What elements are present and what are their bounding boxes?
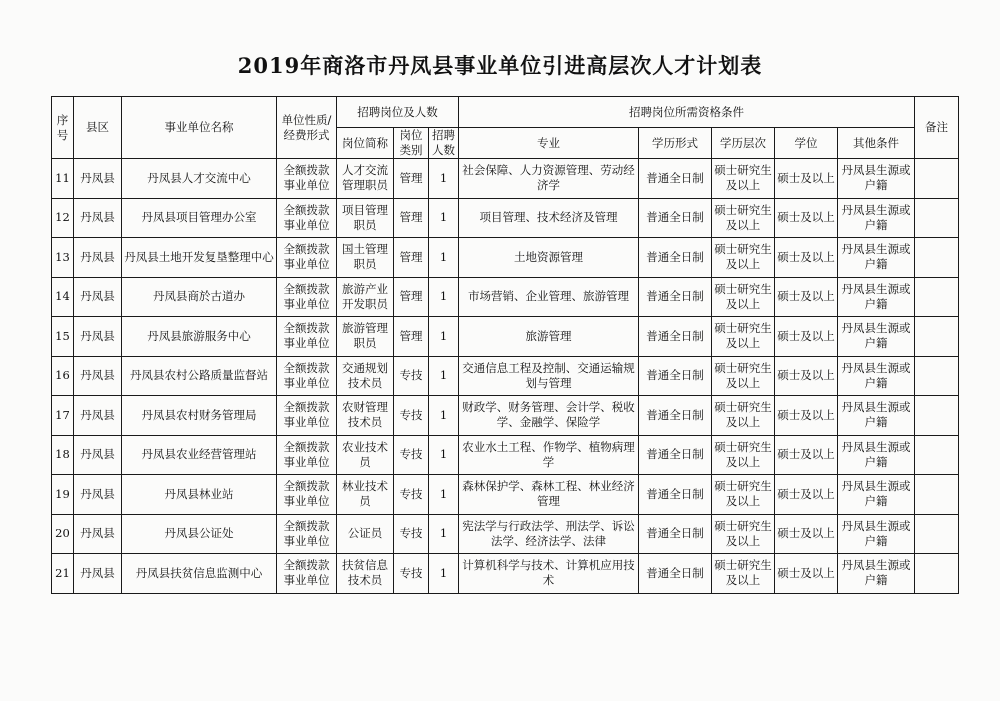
- document-title: 2019年商洛市丹凤县事业单位引进高层次人才计划表: [237, 53, 763, 78]
- cell-county: 丹凤县: [74, 356, 122, 396]
- cell-degree: 硕士及以上: [775, 554, 838, 594]
- cell-degree: 硕士及以上: [775, 238, 838, 278]
- cell-major: 旅游管理: [459, 317, 639, 357]
- cell-position-name: 公证员: [337, 514, 394, 554]
- table-row: [52, 475, 959, 515]
- cell-edu-level: 硕士研究生及以上: [712, 356, 775, 396]
- cell-edu-level: 硕士研究生及以上: [712, 396, 775, 436]
- table-row: [52, 198, 959, 238]
- cell-edu-form: 普通全日制: [639, 159, 712, 199]
- cell-major: 社会保障、人力资源管理、劳动经济学: [459, 159, 639, 199]
- cell-edu-level: 硕士研究生及以上: [712, 475, 775, 515]
- cell-count: 1: [429, 159, 459, 199]
- cell-remarks: [915, 514, 959, 554]
- cell-seq: 13: [52, 238, 74, 278]
- cell-county: 丹凤县: [74, 396, 122, 436]
- cell-unit-nature: 全额拨款事业单位: [277, 198, 337, 238]
- cell-count: 1: [429, 317, 459, 357]
- cell-position-type: 管理: [394, 159, 429, 199]
- cell-position-type: 专技: [394, 356, 429, 396]
- cell-unit-name: 丹凤县扶贫信息监测中心: [122, 554, 277, 594]
- cell-county: 丹凤县: [74, 277, 122, 317]
- header-requirements-group: 招聘岗位所需资格条件: [459, 97, 915, 128]
- cell-count: 1: [429, 277, 459, 317]
- cell-edu-form: 普通全日制: [639, 514, 712, 554]
- cell-position-name: 农业技术员: [337, 435, 394, 475]
- talent-plan-table: [51, 96, 959, 594]
- cell-unit-nature: 全额拨款事业单位: [277, 356, 337, 396]
- cell-seq: 16: [52, 356, 74, 396]
- cell-degree: 硕士及以上: [775, 277, 838, 317]
- header-other: 其他条件: [838, 128, 915, 159]
- cell-position-type: 专技: [394, 475, 429, 515]
- cell-unit-name: 丹凤县农村财务管理局: [122, 396, 277, 436]
- cell-seq: 18: [52, 435, 74, 475]
- cell-unit-name: 丹凤县项目管理办公室: [122, 198, 277, 238]
- cell-county: 丹凤县: [74, 198, 122, 238]
- cell-edu-form: 普通全日制: [639, 317, 712, 357]
- table-row: [52, 238, 959, 278]
- cell-unit-name: 丹凤县农村公路质量监督站: [122, 356, 277, 396]
- cell-count: 1: [429, 396, 459, 436]
- cell-seq: 15: [52, 317, 74, 357]
- cell-unit-nature: 全额拨款事业单位: [277, 475, 337, 515]
- cell-remarks: [915, 396, 959, 436]
- cell-edu-form: 普通全日制: [639, 475, 712, 515]
- cell-remarks: [915, 475, 959, 515]
- cell-degree: 硕士及以上: [775, 475, 838, 515]
- table-row: [52, 435, 959, 475]
- header-degree: 学位: [775, 128, 838, 159]
- cell-position-type: 专技: [394, 514, 429, 554]
- cell-count: 1: [429, 554, 459, 594]
- cell-remarks: [915, 198, 959, 238]
- header-unit-name: 事业单位名称: [122, 97, 277, 159]
- cell-other-conditions: 丹凤县生源或户籍: [838, 159, 915, 199]
- cell-unit-name: 丹凤县土地开发复垦整理中心: [122, 238, 277, 278]
- cell-count: 1: [429, 356, 459, 396]
- header-edu-level: 学历层次: [712, 128, 775, 159]
- cell-major: 宪法学与行政法学、刑法学、诉讼法学、经济法学、法律: [459, 514, 639, 554]
- header-county: 县区: [74, 97, 122, 159]
- cell-position-name: 交通规划技术员: [337, 356, 394, 396]
- cell-count: 1: [429, 475, 459, 515]
- cell-edu-level: 硕士研究生及以上: [712, 198, 775, 238]
- cell-unit-nature: 全额拨款事业单位: [277, 514, 337, 554]
- cell-degree: 硕士及以上: [775, 396, 838, 436]
- cell-unit-name: 丹凤县人才交流中心: [122, 159, 277, 199]
- cell-remarks: [915, 277, 959, 317]
- cell-degree: 硕士及以上: [775, 514, 838, 554]
- cell-edu-form: 普通全日制: [639, 277, 712, 317]
- cell-position-type: 管理: [394, 317, 429, 357]
- cell-edu-level: 硕士研究生及以上: [712, 277, 775, 317]
- table-row: [52, 159, 959, 199]
- cell-unit-nature: 全额拨款事业单位: [277, 277, 337, 317]
- cell-major: 土地资源管理: [459, 238, 639, 278]
- cell-position-name: 旅游管理职员: [337, 317, 394, 357]
- cell-remarks: [915, 554, 959, 594]
- cell-position-name: 项目管理职员: [337, 198, 394, 238]
- cell-remarks: [915, 317, 959, 357]
- cell-major: 森林保护学、森林工程、林业经济管理: [459, 475, 639, 515]
- cell-seq: 17: [52, 396, 74, 436]
- header-edu-form: 学历形式: [639, 128, 712, 159]
- header-major: 专业: [459, 128, 639, 159]
- cell-seq: 14: [52, 277, 74, 317]
- cell-remarks: [915, 435, 959, 475]
- cell-degree: 硕士及以上: [775, 435, 838, 475]
- cell-position-name: 旅游产业开发职员: [337, 277, 394, 317]
- table-row: [52, 396, 959, 436]
- cell-seq: 21: [52, 554, 74, 594]
- table-row: [52, 277, 959, 317]
- cell-degree: 硕士及以上: [775, 356, 838, 396]
- cell-edu-level: 硕士研究生及以上: [712, 317, 775, 357]
- cell-major: 项目管理、技术经济及管理: [459, 198, 639, 238]
- header-unit-nature: 单位性质/经费形式: [277, 97, 337, 159]
- cell-seq: 19: [52, 475, 74, 515]
- cell-position-name: 国土管理职员: [337, 238, 394, 278]
- cell-other-conditions: 丹凤县生源或户籍: [838, 198, 915, 238]
- cell-county: 丹凤县: [74, 159, 122, 199]
- cell-count: 1: [429, 514, 459, 554]
- cell-other-conditions: 丹凤县生源或户籍: [838, 435, 915, 475]
- header-count: 招聘人数: [429, 128, 459, 159]
- cell-edu-form: 普通全日制: [639, 198, 712, 238]
- cell-county: 丹凤县: [74, 238, 122, 278]
- cell-seq: 11: [52, 159, 74, 199]
- table-row: [52, 554, 959, 594]
- cell-count: 1: [429, 238, 459, 278]
- cell-unit-nature: 全额拨款事业单位: [277, 238, 337, 278]
- table-row: [52, 356, 959, 396]
- table-row: [52, 317, 959, 357]
- cell-other-conditions: 丹凤县生源或户籍: [838, 317, 915, 357]
- cell-position-type: 专技: [394, 554, 429, 594]
- cell-county: 丹凤县: [74, 317, 122, 357]
- cell-county: 丹凤县: [74, 435, 122, 475]
- table-row: [52, 514, 959, 554]
- cell-position-type: 专技: [394, 435, 429, 475]
- cell-position-type: 专技: [394, 396, 429, 436]
- cell-other-conditions: 丹凤县生源或户籍: [838, 277, 915, 317]
- cell-seq: 12: [52, 198, 74, 238]
- cell-position-type: 管理: [394, 277, 429, 317]
- cell-position-name: 人才交流管理职员: [337, 159, 394, 199]
- cell-edu-form: 普通全日制: [639, 356, 712, 396]
- cell-degree: 硕士及以上: [775, 159, 838, 199]
- cell-major: 农业水土工程、作物学、植物病理学: [459, 435, 639, 475]
- cell-other-conditions: 丹凤县生源或户籍: [838, 514, 915, 554]
- cell-edu-level: 硕士研究生及以上: [712, 514, 775, 554]
- cell-edu-level: 硕士研究生及以上: [712, 554, 775, 594]
- cell-edu-form: 普通全日制: [639, 435, 712, 475]
- cell-degree: 硕士及以上: [775, 198, 838, 238]
- cell-unit-nature: 全额拨款事业单位: [277, 554, 337, 594]
- cell-unit-name: 丹凤县农业经营管理站: [122, 435, 277, 475]
- cell-edu-form: 普通全日制: [639, 554, 712, 594]
- cell-unit-name: 丹凤县公证处: [122, 514, 277, 554]
- cell-seq: 20: [52, 514, 74, 554]
- cell-unit-name: 丹凤县商於古道办: [122, 277, 277, 317]
- cell-other-conditions: 丹凤县生源或户籍: [838, 554, 915, 594]
- cell-county: 丹凤县: [74, 514, 122, 554]
- header-position-name: 岗位简称: [337, 128, 394, 159]
- cell-position-name: 扶贫信息技术员: [337, 554, 394, 594]
- cell-unit-nature: 全额拨款事业单位: [277, 396, 337, 436]
- table-body: [52, 159, 959, 594]
- cell-edu-form: 普通全日制: [639, 238, 712, 278]
- cell-major: 计算机科学与技术、计算机应用技术: [459, 554, 639, 594]
- header-seq: 序号: [52, 97, 74, 159]
- cell-unit-nature: 全额拨款事业单位: [277, 317, 337, 357]
- cell-position-name: 林业技术员: [337, 475, 394, 515]
- cell-count: 1: [429, 435, 459, 475]
- header-positions-group: 招聘岗位及人数: [337, 97, 459, 128]
- cell-county: 丹凤县: [74, 475, 122, 515]
- cell-unit-name: 丹凤县林业站: [122, 475, 277, 515]
- cell-edu-level: 硕士研究生及以上: [712, 238, 775, 278]
- cell-unit-nature: 全额拨款事业单位: [277, 159, 337, 199]
- cell-major: 财政学、财务管理、会计学、税收学、金融学、保险学: [459, 396, 639, 436]
- cell-degree: 硕士及以上: [775, 317, 838, 357]
- cell-position-type: 管理: [394, 198, 429, 238]
- cell-edu-form: 普通全日制: [639, 396, 712, 436]
- cell-edu-level: 硕士研究生及以上: [712, 435, 775, 475]
- cell-county: 丹凤县: [74, 554, 122, 594]
- header-position-type: 岗位类别: [394, 128, 429, 159]
- cell-position-type: 管理: [394, 238, 429, 278]
- cell-other-conditions: 丹凤县生源或户籍: [838, 475, 915, 515]
- cell-remarks: [915, 159, 959, 199]
- cell-unit-nature: 全额拨款事业单位: [277, 435, 337, 475]
- cell-other-conditions: 丹凤县生源或户籍: [838, 238, 915, 278]
- header-remarks: 备注: [915, 97, 959, 159]
- cell-other-conditions: 丹凤县生源或户籍: [838, 356, 915, 396]
- cell-major: 交通信息工程及控制、交通运输规划与管理: [459, 356, 639, 396]
- cell-position-name: 农财管理技术员: [337, 396, 394, 436]
- cell-count: 1: [429, 198, 459, 238]
- cell-major: 市场营销、企业管理、旅游管理: [459, 277, 639, 317]
- cell-unit-name: 丹凤县旅游服务中心: [122, 317, 277, 357]
- cell-remarks: [915, 238, 959, 278]
- table-header: [52, 97, 959, 159]
- cell-edu-level: 硕士研究生及以上: [712, 159, 775, 199]
- cell-other-conditions: 丹凤县生源或户籍: [838, 396, 915, 436]
- cell-remarks: [915, 356, 959, 396]
